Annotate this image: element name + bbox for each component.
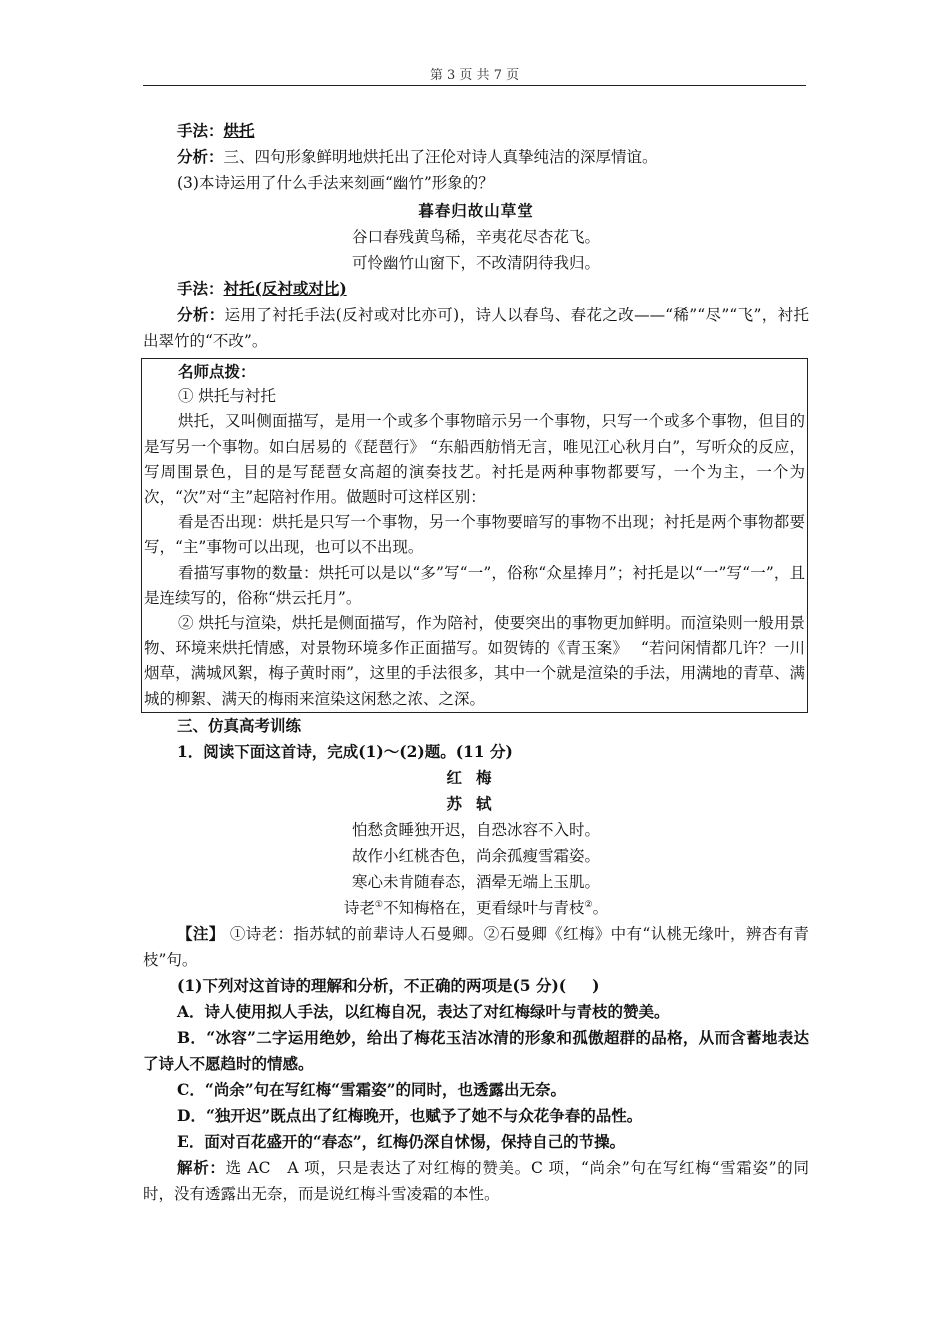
option-a: A．诗人使用拟人手法，以红梅自况，表达了对红梅绿叶与青枝的赞美。 [177,1001,670,1021]
poem-line: 寒心未肯随春态，酒晕无端上玉肌。 [351,872,600,891]
footnote-mark: ① [374,899,383,910]
method-value: 衬托(反衬或对比) [223,279,347,298]
tips-paragraph: 看描写事物的数量：烘托可以是以“多”写“一”，俗称“众星捧月”；衬托是以“一”写“一”，且是连续写的，俗称“烘云托月”。 [144,563,805,607]
option-c: C．“尚余”句在写红梅“雪霜姿”的同时，也透露出无奈。 [177,1079,567,1099]
teacher-tips-box [141,358,808,713]
sub-question [143,973,809,999]
tips-paragraph: 烘托，又叫侧面描写，是用一个或多个事物暗示另一个事物，只写一个或多个事物，但目的是写另一个事物。如白居易的《琵琶行》 “东船西舫悄无言，唯见江心秋月白”，写听众的反应，写周围景色，目的是写琵琶女高超的演奏技艺。衬托是两种事物都要写，一个为主，一个为次，“次”对“主”起陪衬作用。做题时可这样区别： [144,412,805,507]
answer-analysis [143,1155,809,1207]
footnote-mark: ② [584,899,593,910]
poem-text: 不知梅格在，更看绿叶与青枝 [382,898,585,917]
tips-paragraph: ② 烘托与渲染，烘托是侧面描写，作为陪衬，使要突出的事物更加鲜明。而渲染则一般用景物、环境来烘托情感，对景物环境多作正面描写。如贺铸的《青玉案》 “若问闲情都几许？一川烟草，满城风絮，梅子黄时雨”，这里的手法很多，其中一个就是渲染的手法，用满地的青草、满城的柳絮、满天的梅雨来渲染这闲愁之浓、之深。 [144,614,805,708]
analysis-text: 运用了衬托手法(反衬或对比亦可)，诗人以春鸟、春花之改——“稀”“尽”“飞”，衬托出翠竹的“不改”。 [143,306,809,350]
method-line-2 [143,276,809,302]
method-label: 手法： [177,279,224,298]
question-1: 1．阅读下面这首诗，完成(1)～(2)题。(11 分) [177,741,513,761]
analysis-label: 分析： [177,305,225,324]
poem-line: 故作小红桃杏色，尚余孤瘦雪霜姿。 [351,846,600,865]
poem-line [143,895,809,921]
page-content [143,118,809,1207]
sub-question-end: ) [592,975,600,995]
tips-title: 名师点拨： [178,362,256,381]
option-d: D．“独开迟”既点出了红梅晚开，也赋予了她不与众花争春的品性。 [177,1105,643,1125]
poem-text: 。 [592,898,609,917]
header-divider [143,85,806,86]
method-value: 烘托 [223,121,255,140]
question-3: (3)本诗运用了什么手法来刻画“幽竹”形象的？ [177,174,494,192]
option-b: B．“冰容”二字运用绝妙，给出了梅花玉洁冰清的形象和孤傲超群的品格，从而含蓄地表达了诗人不愿趋时的情感。 [143,1027,809,1073]
annotation-text: ①诗老：指苏轼的前辈诗人石曼卿。②石曼卿《红梅》中有“认桃无缘叶，辨杏有青枝”句。 [143,924,809,969]
poem-line: 谷口春残黄鸟稀，辛夷花尽杏花飞。 [351,228,600,246]
poem-author: 苏轼 [446,793,506,813]
method-label: 手法： [177,121,224,140]
annotation [143,921,809,973]
poem-text: 诗老 [343,898,375,917]
poem-title: 暮春归故山草堂 [418,201,534,220]
analysis-text: 三、四句形象鲜明地烘托出了汪伦对诗人真挚纯洁的深厚情谊。 [223,148,658,166]
option-e: E．面对百花盛开的“春态”，红梅仍深自怵惕，保持自己的节操。 [177,1131,626,1151]
tips-item-title: ① 烘托与衬托 [178,387,276,406]
method-line-1 [143,118,809,144]
poem-line: 可怜幽竹山窗下，不改清阴待我归。 [351,254,600,272]
section-heading: 三、仿真高考训练 [177,715,302,735]
poem-title: 红梅 [446,767,506,787]
analysis-label: 分析： [177,147,224,166]
tips-paragraph: 看是否出现：烘托是只写一个事物，另一个事物要暗写的事物不出现；衬托是两个事物都要写，“主”事物可以出现，也可以不出现。 [144,513,805,557]
answer-label: 解析： [177,1157,226,1177]
annotation-label: 【注】 [177,923,225,943]
sub-question-text: (1)下列对这首诗的理解和分析，不正确的两项是(5 分)( [177,975,567,995]
poem-line: 怕愁贪睡独开迟，自恐冰容不入时。 [351,820,600,839]
analysis-line-1 [143,144,809,170]
answer-text: 选 AC A 项，只是表达了对红梅的赞美。C 项，“尚余”句在写红梅“雪霜姿”的同时，没有透露出无奈，而是说红梅斗雪凌霜的本性。 [143,1158,809,1203]
analysis-line-2 [143,302,809,354]
page-header: 第 3 页 共 7 页 [429,68,520,83]
